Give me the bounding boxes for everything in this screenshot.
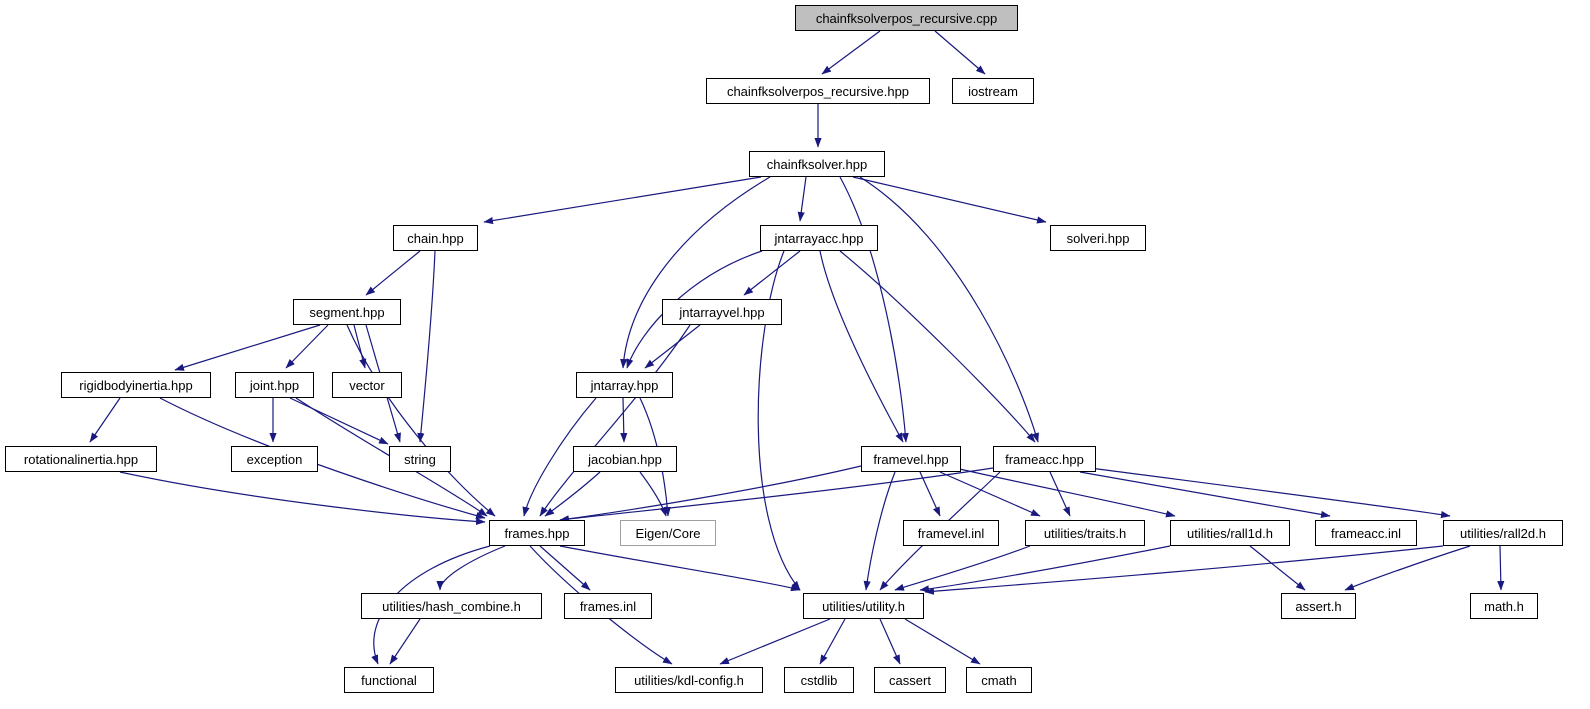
graph-edge xyxy=(1050,472,1070,516)
graph-edge xyxy=(290,398,388,444)
graph-edge xyxy=(420,251,435,442)
graph-edge xyxy=(920,472,940,516)
graph-node-utilities-rall1d-h[interactable]: utilities/rall1d.h xyxy=(1170,520,1290,546)
graph-node-functional[interactable]: functional xyxy=(344,667,434,693)
graph-node-utilities-rall2d-h[interactable]: utilities/rall2d.h xyxy=(1443,520,1563,546)
graph-edge xyxy=(880,619,900,664)
graph-edge xyxy=(840,177,906,442)
graph-edge xyxy=(720,619,830,664)
graph-edge xyxy=(955,468,1175,516)
graph-node-cmath[interactable]: cmath xyxy=(966,667,1032,693)
graph-node-frames-hpp[interactable]: frames.hpp xyxy=(489,520,585,546)
graph-node-cstdlib[interactable]: cstdlib xyxy=(784,667,854,693)
graph-edge xyxy=(935,31,985,74)
graph-edge xyxy=(860,177,1038,442)
graph-node-joint-hpp[interactable]: joint.hpp xyxy=(235,372,314,398)
graph-edge xyxy=(925,546,1443,592)
graph-edge xyxy=(545,472,600,516)
graph-node-cassert[interactable]: cassert xyxy=(874,667,946,693)
graph-edge xyxy=(90,398,120,442)
graph-node-vector[interactable]: vector xyxy=(332,372,402,398)
graph-node-framevel-inl[interactable]: framevel.inl xyxy=(903,520,999,546)
graph-node-utilities-traits-h[interactable]: utilities/traits.h xyxy=(1025,520,1145,546)
graph-node-eigen-core[interactable]: Eigen/Core xyxy=(620,520,716,546)
graph-edge xyxy=(354,325,365,368)
graph-node-rotationalinertia-hpp[interactable]: rotationalinertia.hpp xyxy=(5,446,157,472)
graph-edge xyxy=(175,325,320,370)
graph-node-chain-hpp[interactable]: chain.hpp xyxy=(393,225,478,251)
graph-node-utilities-hash-combine-h[interactable]: utilities/hash_combine.h xyxy=(361,593,542,619)
graph-edge xyxy=(366,251,420,295)
graph-edge xyxy=(440,546,505,590)
graph-node-jntarrayacc-hpp[interactable]: jntarrayacc.hpp xyxy=(760,225,878,251)
graph-node-math-h[interactable]: math.h xyxy=(1470,593,1538,619)
graph-edge xyxy=(1250,546,1305,590)
graph-node-utilities-kdl-config-h[interactable]: utilities/kdl-config.h xyxy=(615,667,763,693)
graph-node-jntarray-hpp[interactable]: jntarray.hpp xyxy=(576,372,673,398)
graph-node-assert-h[interactable]: assert.h xyxy=(1281,593,1356,619)
graph-edge xyxy=(866,472,895,590)
graph-node-jntarrayvel-hpp[interactable]: jntarrayvel.hpp xyxy=(662,299,782,325)
graph-edge xyxy=(645,325,700,368)
graph-edge xyxy=(895,546,1030,590)
graph-node-rigidbodyinertia-hpp[interactable]: rigidbodyinertia.hpp xyxy=(61,372,211,398)
graph-edge xyxy=(1080,472,1330,516)
graph-edge xyxy=(560,466,861,520)
graph-edge xyxy=(540,546,590,590)
graph-edge xyxy=(1090,468,1450,516)
graph-node-frames-inl[interactable]: frames.inl xyxy=(564,593,652,619)
graph-node-exception[interactable]: exception xyxy=(231,446,318,472)
graph-edge xyxy=(286,325,328,368)
graph-edge xyxy=(347,325,495,516)
graph-edge xyxy=(1345,546,1470,590)
graph-edge xyxy=(940,472,1040,516)
graph-edge xyxy=(120,472,485,522)
graph-edge xyxy=(822,31,880,74)
graph-node-chainfksolver-hpp[interactable]: chainfksolver.hpp xyxy=(749,151,885,177)
graph-node-jacobian-hpp[interactable]: jacobian.hpp xyxy=(573,446,677,472)
graph-node-frameacc-inl[interactable]: frameacc.inl xyxy=(1315,520,1417,546)
graph-edge xyxy=(905,619,980,664)
graph-node-framevel-hpp[interactable]: framevel.hpp xyxy=(861,446,961,472)
graph-edge xyxy=(800,177,806,221)
graph-edge xyxy=(640,472,666,516)
graph-edge xyxy=(820,619,845,664)
graph-node-segment-hpp[interactable]: segment.hpp xyxy=(293,299,401,325)
graph-edge xyxy=(484,177,761,222)
graph-node-frameacc-hpp[interactable]: frameacc.hpp xyxy=(993,446,1096,472)
graph-node-string[interactable]: string xyxy=(389,446,451,472)
graph-edge xyxy=(540,325,690,516)
graph-edge xyxy=(853,177,1046,222)
graph-edge xyxy=(390,619,420,664)
graph-edge xyxy=(560,468,993,520)
graph-node-utilities-utility-h[interactable]: utilities/utility.h xyxy=(803,593,924,619)
graph-edge xyxy=(840,251,1035,442)
graph-node-solveri-hpp[interactable]: solveri.hpp xyxy=(1050,225,1146,251)
graph-node-iostream[interactable]: iostream xyxy=(952,78,1034,104)
graph-edge xyxy=(820,251,903,442)
graph-node-chainfksolverpos-recursive-cpp[interactable]: chainfksolverpos_recursive.cpp xyxy=(795,5,1018,31)
graph-edge xyxy=(920,546,1170,590)
graph-edge xyxy=(744,251,800,295)
graph-edge xyxy=(560,546,800,590)
graph-edge xyxy=(623,398,624,442)
graph-node-chainfksolverpos-recursive-hpp[interactable]: chainfksolverpos_recursive.hpp xyxy=(706,78,930,104)
graph-edge xyxy=(623,177,770,368)
graph-edge xyxy=(1500,546,1501,590)
